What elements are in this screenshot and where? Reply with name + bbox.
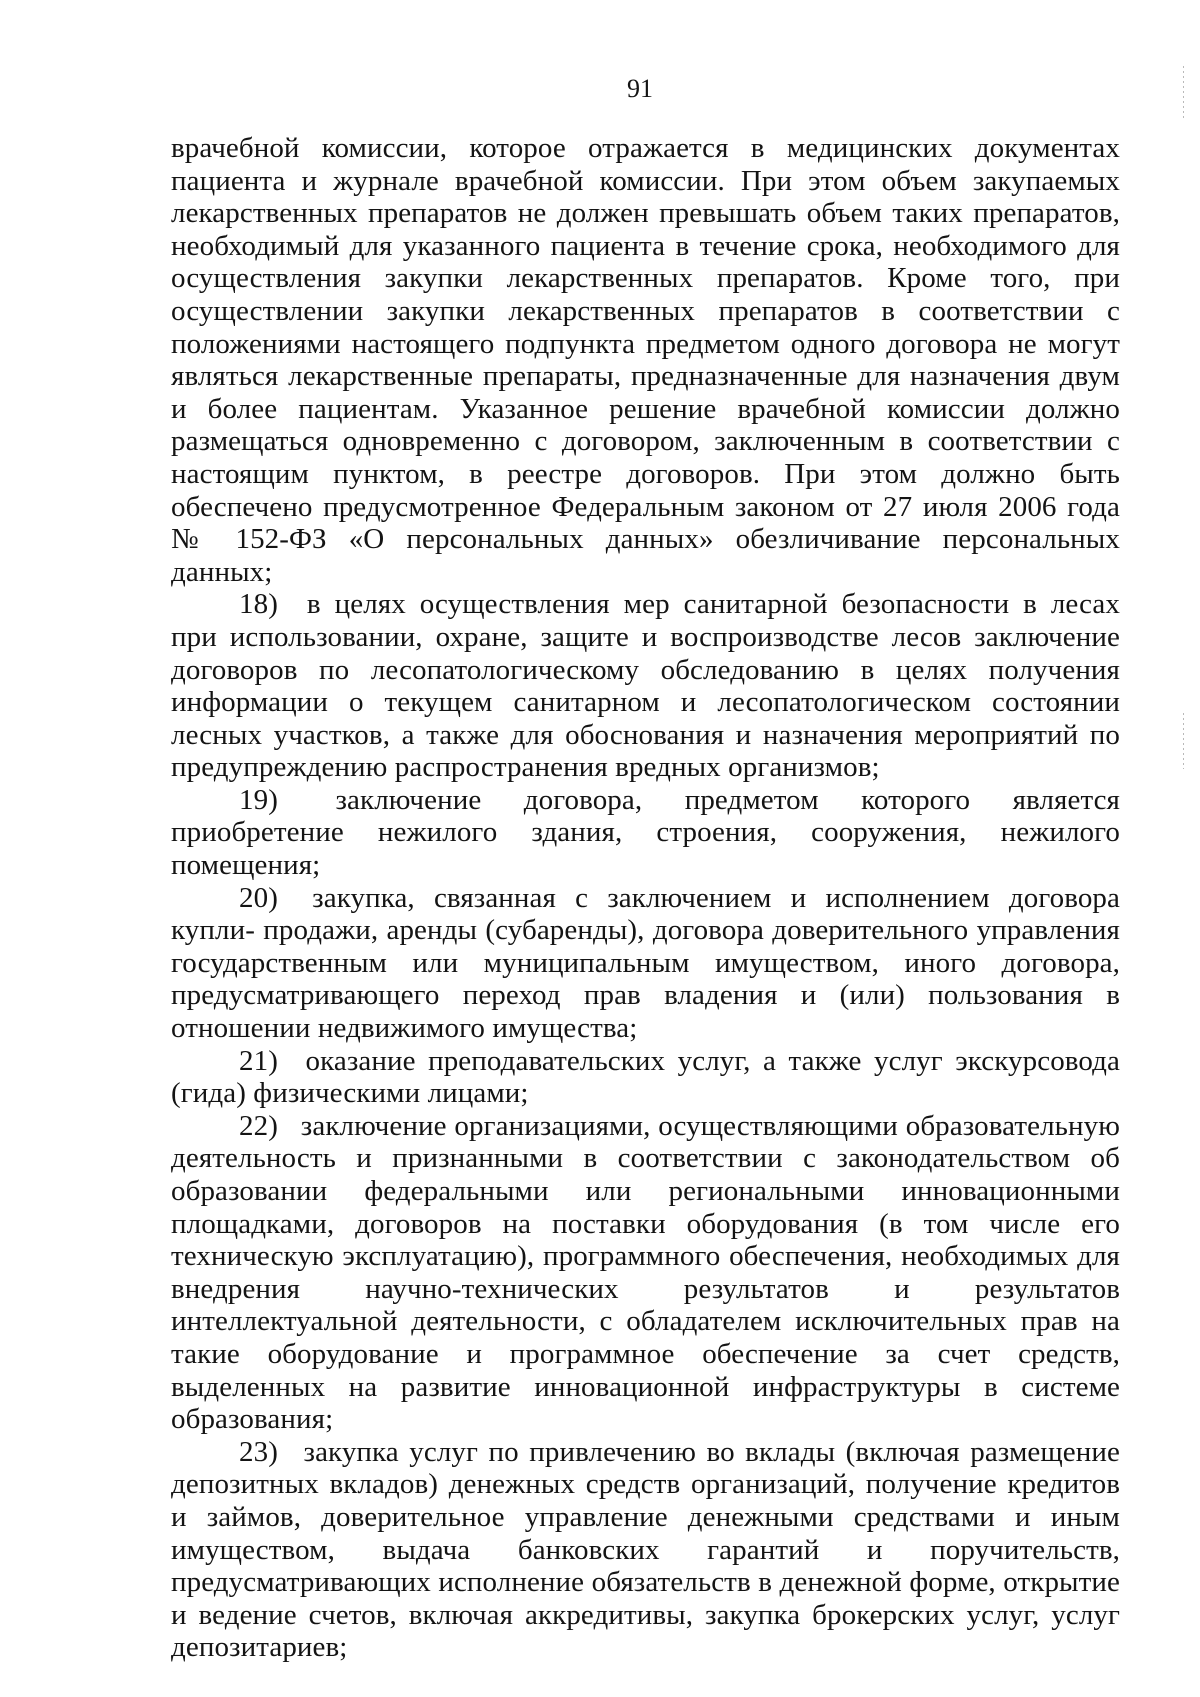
page-number: 91: [627, 74, 653, 103]
item-text: закупка, связанная с заключением и исполнением договора купли- продажи, аренды (субаренды), договора доверительного управления государственным или муниципальным имуществом, иного договора, предусматривающего переход прав владения и (или) пользования в отношении недвижимого имущества;: [171, 881, 1120, 1045]
scan-edge-mark-middle: [1183, 713, 1184, 769]
item-number: 18): [239, 588, 278, 621]
list-item-18: [171, 588, 1120, 784]
item-text: заключение договора, предметом которого является приобретение нежилого здания, строения, сооружения, нежилого помещения;: [171, 783, 1120, 882]
item-text: закупка услуг по привлечению во вклады (включая размещение депозитных вкладов) денежных средств организаций, получение кредитов и займов, доверительное управление денежными средствами и иным имуществом, выдача банковских гарантий и поручительств, предусматривающих исполнение обязательств в денежной форме, открытие и ведение счетов, включая аккредитивы, закупка брокерских услуг, услуг депозитариев;: [171, 1435, 1120, 1664]
item-text: заключение организациями, осуществляющими образовательную деятельность и признанными в соответствии с законодательством об образовании федеральными или региональными инновационными площадками, договоров на поставки оборудования (в том числе его техническую эксплуатацию), программного обеспечения, необходимых для внедрения научно-технических результатов и результатов интеллектуальной деятельности, с обладателем исключительных прав на такие оборудование и программное обеспечение за счет средств, выделенных на развитие инновационной инфраструктуры в системе образования;: [171, 1109, 1120, 1436]
item-number: 19): [239, 783, 278, 816]
item-number: 20): [239, 881, 278, 914]
list-item-23: [171, 1436, 1120, 1664]
document-body: [171, 132, 1120, 1664]
item-text: в целях осуществления мер санитарной безопасности в лесах при использовании, охране, защите и воспроизводстве лесов заключение договоров по лесопатологическому обследованию в целях получения информации о текущем санитарном и лесопатологическом состоянии лесных участков, а также для обоснования и назначения мероприятий по предупреждению распространения вредных организмов;: [171, 588, 1120, 784]
paragraph-text: врачебной комиссии, которое отражается в медицинских документах пациента и журнале врачебной комиссии. При этом объем закупаемых лекарственных препаратов не должен превышать объем таких препаратов, необходимый для указанного пациента в течение срока, необходимого для осуществления закупки лекарственных препаратов. Кроме того, при осуществлении закупки лекарственных препаратов в соответствии с положениями настоящего подпункта предметом одного договора не могут являться лекарственные препараты, предназначенные для назначения двум и более пациентам. Указанное решение врачебной комиссии должно размещаться одновременно с договором, заключенным в соответствии с настоящим пунктом, в реестре договоров. При этом должно быть обеспечено предусмотренное Федеральным законом от 27 июля 2006 года № 152-ФЗ «О персональных данных» обезличивание персональных данных;: [171, 132, 1120, 588]
paragraph-continuation: [171, 132, 1120, 588]
scan-edge-mark-top: [1183, 66, 1184, 118]
list-item-20: [171, 882, 1120, 1045]
item-number: 22): [239, 1109, 278, 1142]
list-item-22: [171, 1110, 1120, 1436]
list-item-19: [171, 784, 1120, 882]
item-text: оказание преподавательских услуг, а также услуг экскурсовода (гида) физическими лицами;: [171, 1044, 1120, 1110]
list-item-21: [171, 1045, 1120, 1110]
item-number: 23): [239, 1435, 278, 1468]
item-number: 21): [239, 1044, 278, 1077]
